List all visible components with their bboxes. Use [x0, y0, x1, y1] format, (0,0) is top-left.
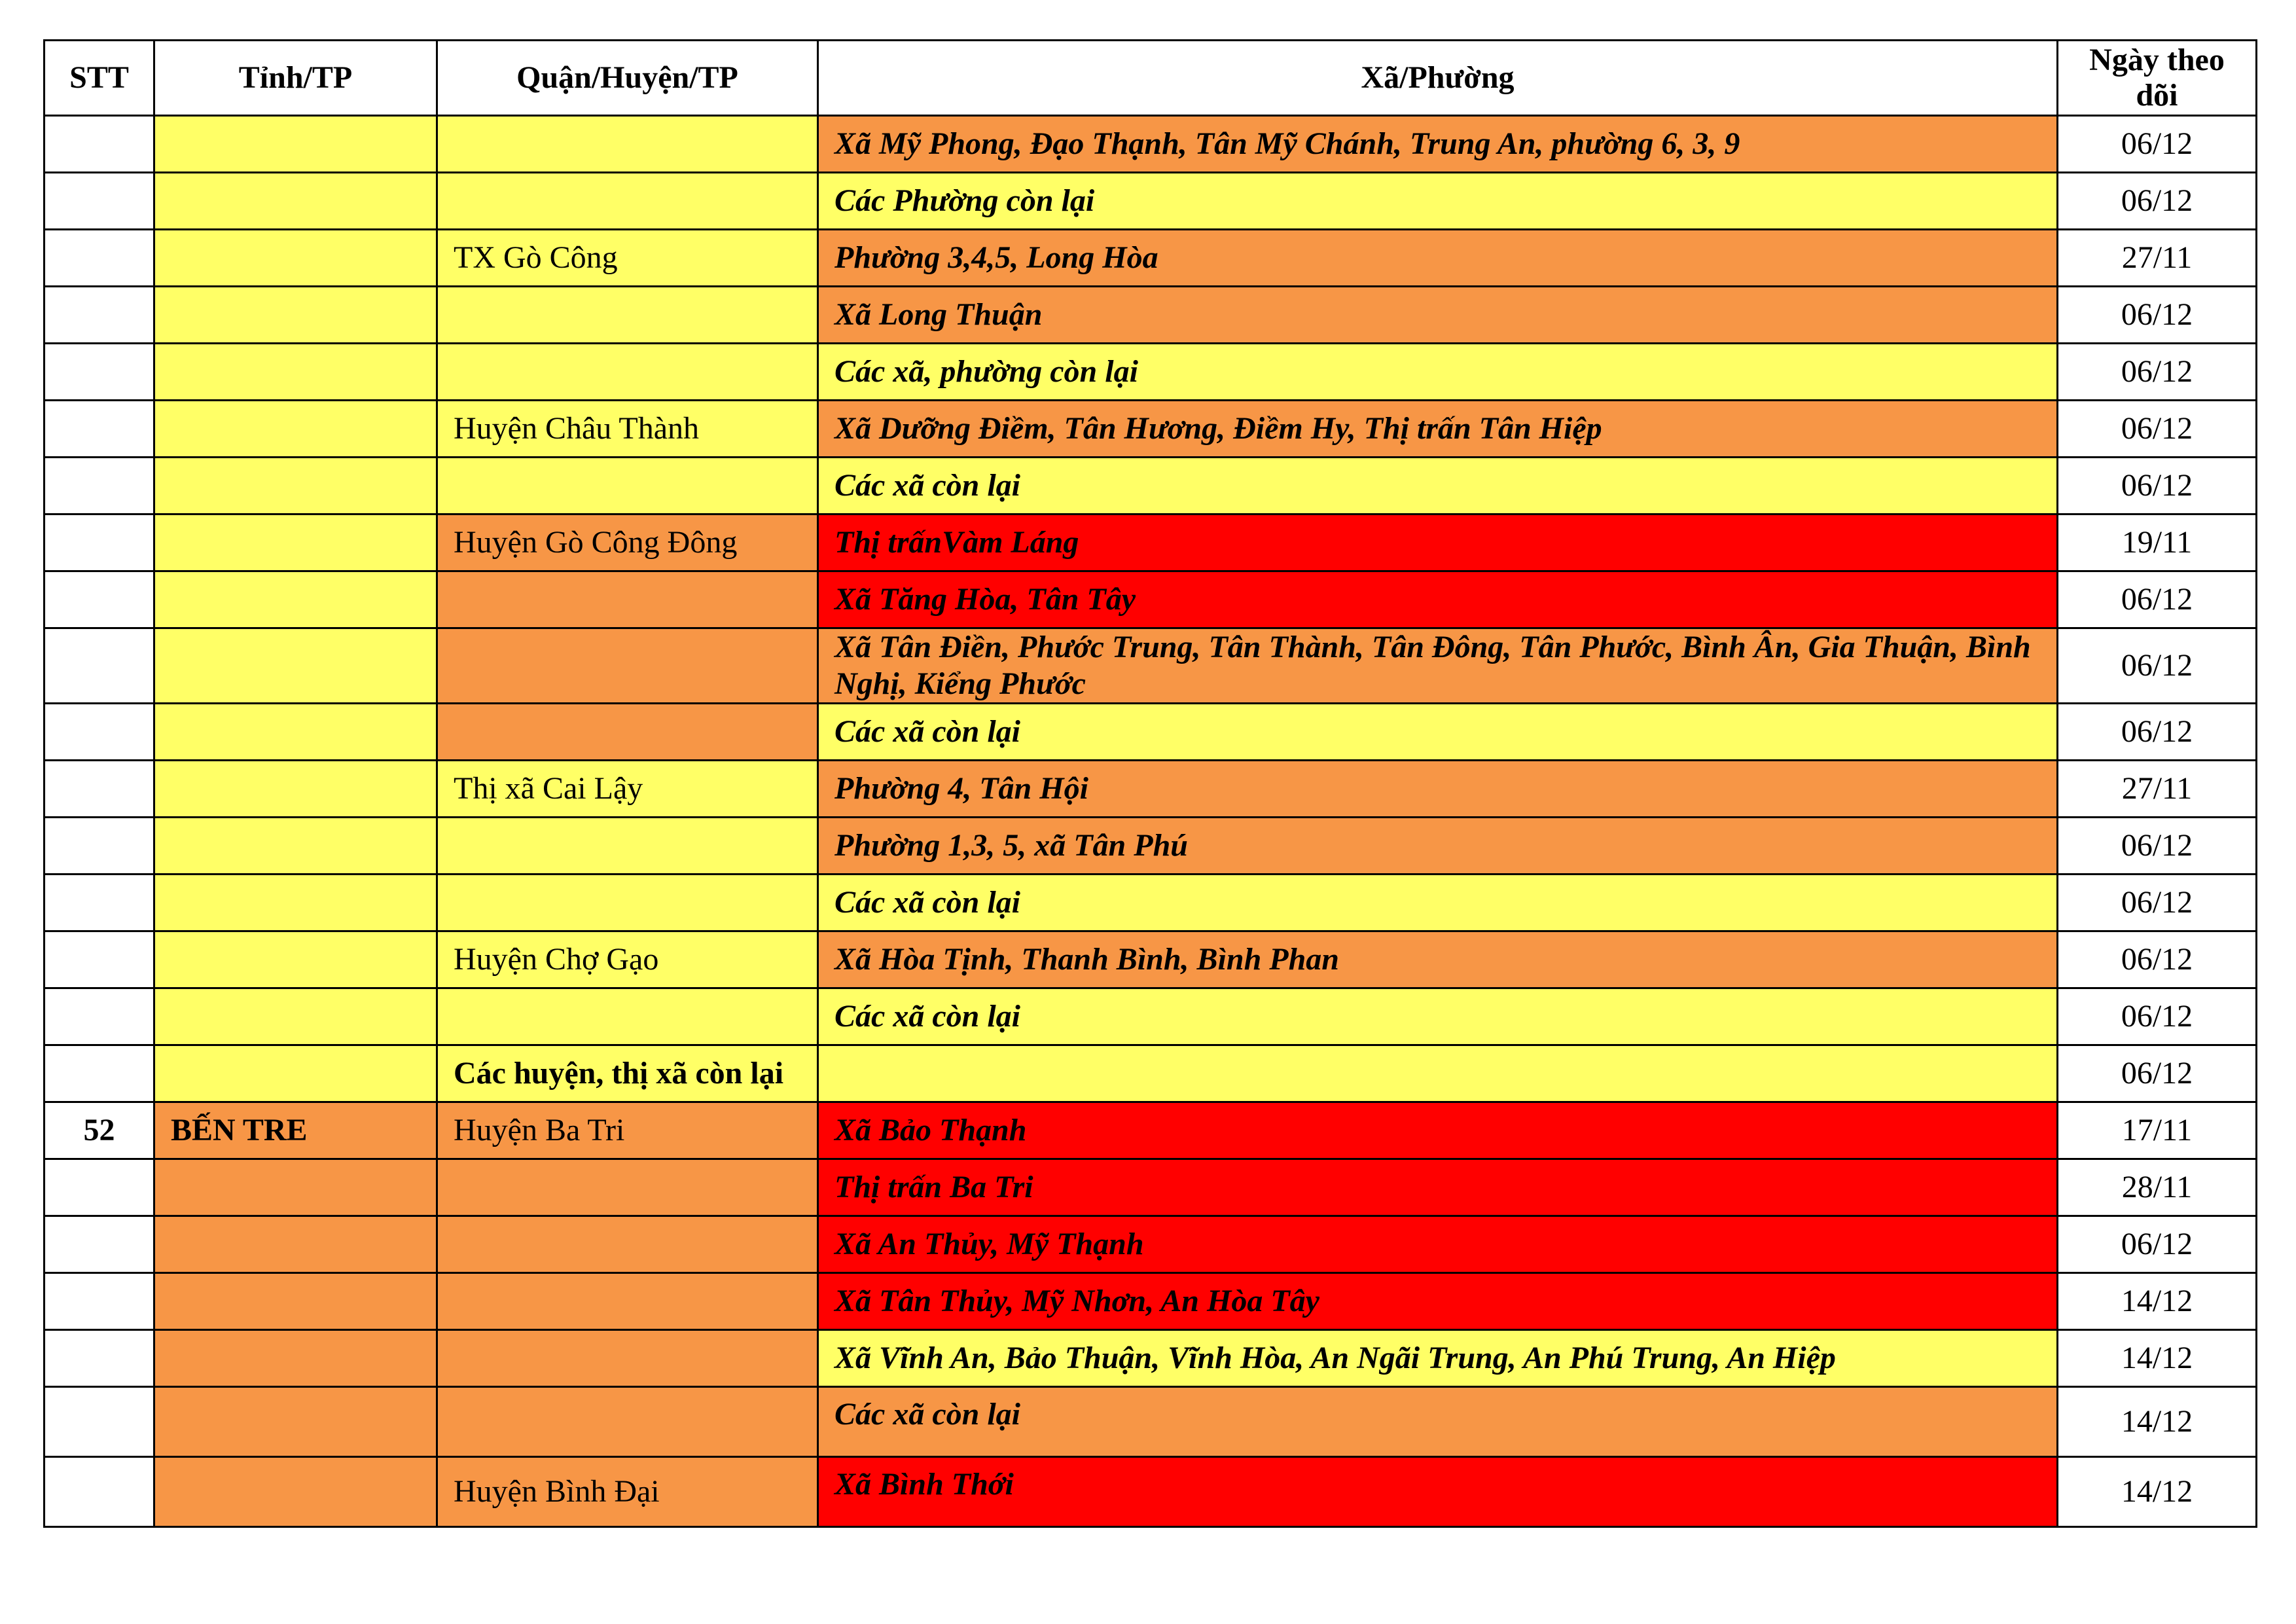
ward-cell: Xã Tân Thủy, Mỹ Nhơn, An Hòa Tây	[818, 1273, 2058, 1330]
ward-cell: Xã Tân Điền, Phước Trung, Tân Thành, Tân Đông, Tân Phước, Bình Ân, Gia Thuận, Bình Nghị, Kiểng Phước	[818, 628, 2058, 704]
table-row	[45, 761, 2257, 818]
district-cell	[437, 1216, 818, 1273]
table-row	[45, 875, 2257, 931]
stt-cell: 52	[45, 1102, 154, 1159]
stt-cell	[45, 344, 154, 401]
table-row	[45, 628, 2257, 704]
province-cell	[154, 1159, 437, 1216]
date-cell: 28/11	[2058, 1159, 2257, 1216]
table-row	[45, 988, 2257, 1045]
district-cell	[437, 1330, 818, 1387]
ward-cell: Các xã, phường còn lại	[818, 344, 2058, 401]
stt-cell	[45, 514, 154, 571]
ward-cell: Xã Dưỡng Điềm, Tân Hương, Điềm Hy, Thị trấn Tân Hiệp	[818, 401, 2058, 458]
date-cell: 06/12	[2058, 628, 2257, 704]
stt-cell	[45, 1387, 154, 1457]
ward-cell: Xã Tăng Hòa, Tân Tây	[818, 571, 2058, 628]
stt-cell	[45, 988, 154, 1045]
ward-cell: Xã An Thủy, Mỹ Thạnh	[818, 1216, 2058, 1273]
province-cell: BẾN TRE	[154, 1102, 437, 1159]
ward-cell: Xã Mỹ Phong, Đạo Thạnh, Tân Mỹ Chánh, Trung An, phường 6, 3, 9	[818, 116, 2058, 173]
header-district: Quận/Huyện/TP	[437, 41, 818, 116]
ward-cell	[818, 1045, 2058, 1102]
header-stt: STT	[45, 41, 154, 116]
province-cell	[154, 1216, 437, 1273]
province-cell	[154, 704, 437, 761]
date-cell: 14/12	[2058, 1330, 2257, 1387]
province-cell	[154, 875, 437, 931]
date-cell: 06/12	[2058, 931, 2257, 988]
stt-cell	[45, 931, 154, 988]
risk-level-table	[43, 39, 2257, 1528]
district-cell	[437, 628, 818, 704]
stt-cell	[45, 761, 154, 818]
ward-cell: Phường 4, Tân Hội	[818, 761, 2058, 818]
date-cell: 14/12	[2058, 1457, 2257, 1527]
province-cell	[154, 571, 437, 628]
date-cell: 19/11	[2058, 514, 2257, 571]
table-row	[45, 1457, 2257, 1527]
district-cell	[437, 875, 818, 931]
province-cell	[154, 173, 437, 230]
date-cell: 27/11	[2058, 761, 2257, 818]
table-row	[45, 704, 2257, 761]
stt-cell	[45, 230, 154, 287]
table-row	[45, 1387, 2257, 1457]
date-cell: 06/12	[2058, 704, 2257, 761]
district-cell	[437, 1273, 818, 1330]
date-cell: 06/12	[2058, 571, 2257, 628]
table-row	[45, 931, 2257, 988]
stt-cell	[45, 173, 154, 230]
table-row	[45, 514, 2257, 571]
date-cell: 14/12	[2058, 1273, 2257, 1330]
ward-cell: Xã Hòa Tịnh, Thanh Bình, Bình Phan	[818, 931, 2058, 988]
ward-cell: Các xã còn lại	[818, 1387, 2058, 1457]
date-cell: 06/12	[2058, 1216, 2257, 1273]
district-cell: Huyện Châu Thành	[437, 401, 818, 458]
province-cell	[154, 1387, 437, 1457]
province-cell	[154, 1457, 437, 1527]
district-cell: Huyện Gò Công Đông	[437, 514, 818, 571]
ward-cell: Các Phường còn lại	[818, 173, 2058, 230]
date-cell: 06/12	[2058, 401, 2257, 458]
district-cell	[437, 458, 818, 514]
date-cell: 06/12	[2058, 344, 2257, 401]
date-cell: 06/12	[2058, 875, 2257, 931]
table-row	[45, 116, 2257, 173]
ward-cell: Các xã còn lại	[818, 988, 2058, 1045]
province-cell	[154, 1045, 437, 1102]
district-cell: Các huyện, thị xã còn lại	[437, 1045, 818, 1102]
table-row	[45, 1159, 2257, 1216]
ward-cell: Thị trấn Ba Tri	[818, 1159, 2058, 1216]
stt-cell	[45, 116, 154, 173]
table-row	[45, 1216, 2257, 1273]
date-cell: 06/12	[2058, 287, 2257, 344]
stt-cell	[45, 1273, 154, 1330]
table-row	[45, 230, 2257, 287]
header-province: Tỉnh/TP	[154, 41, 437, 116]
province-cell	[154, 761, 437, 818]
district-cell	[437, 344, 818, 401]
header-date: Ngày theo dõi	[2058, 41, 2257, 116]
stt-cell	[45, 1330, 154, 1387]
province-cell	[154, 818, 437, 875]
ward-cell: Các xã còn lại	[818, 458, 2058, 514]
date-cell: 17/11	[2058, 1102, 2257, 1159]
province-cell	[154, 931, 437, 988]
district-cell: Huyện Ba Tri	[437, 1102, 818, 1159]
province-cell	[154, 628, 437, 704]
province-cell	[154, 1330, 437, 1387]
ward-cell: Các xã còn lại	[818, 875, 2058, 931]
table-row	[45, 344, 2257, 401]
stt-cell	[45, 1457, 154, 1527]
header-ward: Xã/Phường	[818, 41, 2058, 116]
table-row	[45, 1045, 2257, 1102]
header-row	[45, 41, 2257, 116]
province-cell	[154, 344, 437, 401]
date-cell: 06/12	[2058, 988, 2257, 1045]
province-cell	[154, 988, 437, 1045]
province-cell	[154, 401, 437, 458]
date-cell: 06/12	[2058, 116, 2257, 173]
ward-cell: Phường 3,4,5, Long Hòa	[818, 230, 2058, 287]
district-cell	[437, 818, 818, 875]
district-cell: TX Gò Công	[437, 230, 818, 287]
table-row	[45, 1273, 2257, 1330]
district-cell: Huyện Chợ Gạo	[437, 931, 818, 988]
province-cell	[154, 230, 437, 287]
ward-cell: Xã Long Thuận	[818, 287, 2058, 344]
district-cell	[437, 1387, 818, 1457]
table-row	[45, 458, 2257, 514]
district-cell	[437, 704, 818, 761]
ward-cell: Thị trấnVàm Láng	[818, 514, 2058, 571]
table-row	[45, 287, 2257, 344]
province-cell	[154, 287, 437, 344]
date-cell: 06/12	[2058, 818, 2257, 875]
stt-cell	[45, 458, 154, 514]
district-cell	[437, 571, 818, 628]
district-cell	[437, 173, 818, 230]
table-row	[45, 571, 2257, 628]
date-cell: 06/12	[2058, 173, 2257, 230]
stt-cell	[45, 628, 154, 704]
stt-cell	[45, 1159, 154, 1216]
district-cell	[437, 287, 818, 344]
date-cell: 27/11	[2058, 230, 2257, 287]
stt-cell	[45, 287, 154, 344]
district-cell: Huyện Bình Đại	[437, 1457, 818, 1527]
province-cell	[154, 116, 437, 173]
table-row	[45, 173, 2257, 230]
ward-cell: Xã Bình Thới	[818, 1457, 2058, 1527]
province-cell	[154, 514, 437, 571]
ward-cell: Phường 1,3, 5, xã Tân Phú	[818, 818, 2058, 875]
stt-cell	[45, 875, 154, 931]
table-row	[45, 1330, 2257, 1387]
province-cell	[154, 458, 437, 514]
ward-cell: Xã Bảo Thạnh	[818, 1102, 2058, 1159]
stt-cell	[45, 704, 154, 761]
stt-cell	[45, 818, 154, 875]
district-cell: Thị xã Cai Lậy	[437, 761, 818, 818]
district-cell	[437, 116, 818, 173]
stt-cell	[45, 1216, 154, 1273]
table-row	[45, 1102, 2257, 1159]
table-row	[45, 401, 2257, 458]
ward-cell: Các xã còn lại	[818, 704, 2058, 761]
date-cell: 14/12	[2058, 1387, 2257, 1457]
date-cell: 06/12	[2058, 1045, 2257, 1102]
date-cell: 06/12	[2058, 458, 2257, 514]
district-cell	[437, 988, 818, 1045]
stt-cell	[45, 571, 154, 628]
table-row	[45, 818, 2257, 875]
ward-cell: Xã Vĩnh An, Bảo Thuận, Vĩnh Hòa, An Ngãi Trung, An Phú Trung, An Hiệp	[818, 1330, 2058, 1387]
stt-cell	[45, 1045, 154, 1102]
province-cell	[154, 1273, 437, 1330]
stt-cell	[45, 401, 154, 458]
district-cell	[437, 1159, 818, 1216]
